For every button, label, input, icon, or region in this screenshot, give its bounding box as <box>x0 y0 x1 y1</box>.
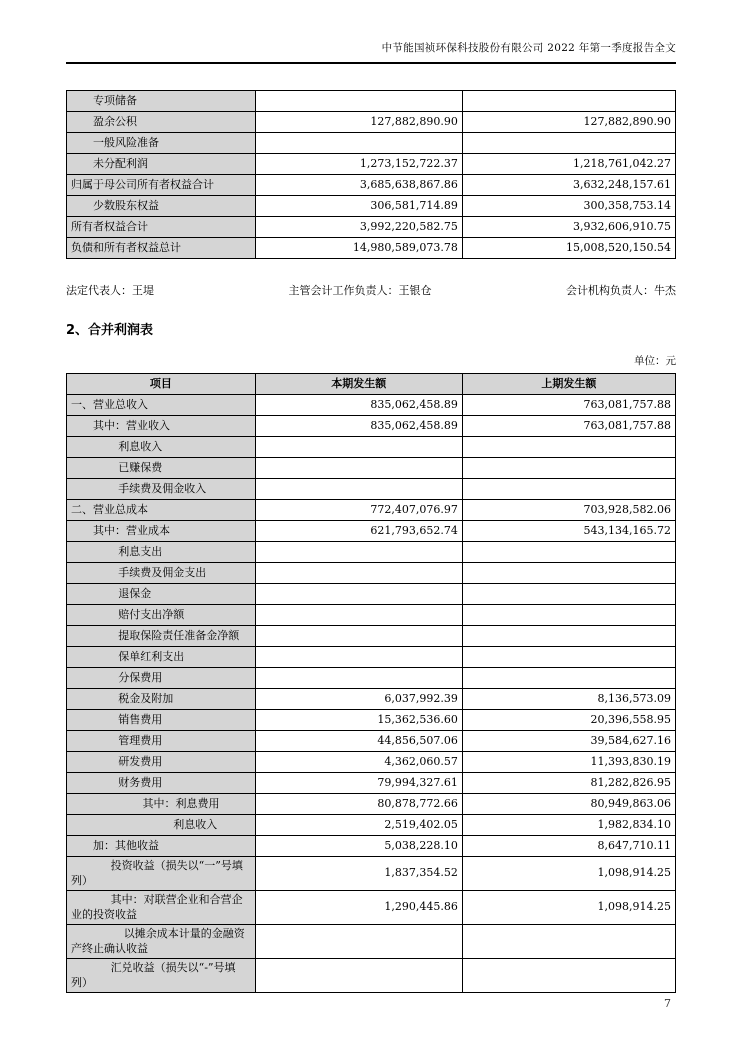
table-row <box>67 605 676 626</box>
current-period-value: 621,793,652.74 <box>255 521 462 542</box>
table-row <box>67 752 676 773</box>
prior-period-value <box>462 959 675 993</box>
row-label: 加：其他收益 <box>67 836 256 857</box>
prior-period-value: 8,647,710.11 <box>462 836 675 857</box>
row-label: 手续费及佣金支出 <box>67 563 256 584</box>
current-period-value <box>255 563 462 584</box>
row-label: 专项储备 <box>67 91 256 112</box>
row-label: 手续费及佣金收入 <box>67 479 256 500</box>
table-row <box>67 458 676 479</box>
current-period-value: 80,878,772.66 <box>255 794 462 815</box>
current-period-value <box>255 925 462 959</box>
prior-period-value: 20,396,558.95 <box>462 710 675 731</box>
prior-period-value <box>462 437 675 458</box>
row-label: 盈余公积 <box>67 112 256 133</box>
current-period-value <box>255 584 462 605</box>
row-label: 投资收益（损失以“一”号填列） <box>67 857 256 891</box>
current-period-value: 835,062,458.89 <box>255 395 462 416</box>
row-label: 负债和所有者权益总计 <box>67 238 256 259</box>
current-period-value <box>255 668 462 689</box>
prior-period-value: 1,098,914.25 <box>462 857 675 891</box>
table-row <box>67 794 676 815</box>
chief-accounting-officer: 主管会计工作负责人：王银仓 <box>288 284 432 297</box>
row-label: 财务费用 <box>67 773 256 794</box>
prior-period-value: 3,932,606,910.75 <box>462 217 675 238</box>
current-period-value <box>255 479 462 500</box>
legal-representative: 法定代表人：王堤 <box>66 284 154 297</box>
prior-period-value <box>462 584 675 605</box>
table-row <box>67 437 676 458</box>
prior-period-value <box>462 542 675 563</box>
row-label: 利息收入 <box>67 815 256 836</box>
table-row <box>67 857 676 891</box>
current-period-value: 306,581,714.89 <box>255 196 462 217</box>
table-row <box>67 836 676 857</box>
current-period-value <box>255 437 462 458</box>
table-row <box>67 521 676 542</box>
table-row <box>67 133 676 154</box>
current-period-value <box>255 542 462 563</box>
table-row <box>67 175 676 196</box>
current-period-value: 1,837,354.52 <box>255 857 462 891</box>
page-number: 7 <box>664 997 671 1010</box>
prior-period-value <box>462 458 675 479</box>
section-title: 2、合并利润表 <box>66 323 154 338</box>
prior-period-value: 3,632,248,157.61 <box>462 175 675 196</box>
table-row <box>67 731 676 752</box>
row-label: 归属于母公司所有者权益合计 <box>67 175 256 196</box>
unit-label: 单位：元 <box>634 355 676 367</box>
row-label: 少数股东权益 <box>67 196 256 217</box>
table-row <box>67 647 676 668</box>
current-period-value: 2,519,402.05 <box>255 815 462 836</box>
table-row <box>67 112 676 133</box>
accounting-department-head: 会计机构负责人：牛杰 <box>566 284 676 297</box>
col-header-item: 项目 <box>67 374 256 395</box>
row-label: 一、营业总收入 <box>67 395 256 416</box>
current-period-value: 79,994,327.61 <box>255 773 462 794</box>
signature-line <box>66 282 676 298</box>
table-row <box>67 154 676 175</box>
row-label: 已赚保费 <box>67 458 256 479</box>
current-period-value: 772,407,076.97 <box>255 500 462 521</box>
current-period-value <box>255 959 462 993</box>
row-label: 退保金 <box>67 584 256 605</box>
current-period-value <box>255 605 462 626</box>
table-row <box>67 689 676 710</box>
current-period-value: 4,362,060.57 <box>255 752 462 773</box>
current-period-value <box>255 647 462 668</box>
table-row <box>67 479 676 500</box>
equity-table-body <box>67 91 676 259</box>
row-label: 研发费用 <box>67 752 256 773</box>
table-row <box>67 710 676 731</box>
table-row <box>67 584 676 605</box>
table-row <box>67 891 676 925</box>
prior-period-value: 300,358,753.14 <box>462 196 675 217</box>
current-period-value: 3,685,638,867.86 <box>255 175 462 196</box>
prior-period-value <box>462 925 675 959</box>
current-period-value <box>255 133 462 154</box>
prior-period-value: 127,882,890.90 <box>462 112 675 133</box>
current-period-value <box>255 458 462 479</box>
row-label: 二、营业总成本 <box>67 500 256 521</box>
prior-period-value <box>462 133 675 154</box>
prior-period-value <box>462 479 675 500</box>
prior-period-value: 15,008,520,150.54 <box>462 238 675 259</box>
row-label: 利息收入 <box>67 437 256 458</box>
table-row <box>67 668 676 689</box>
current-period-value: 1,290,445.86 <box>255 891 462 925</box>
row-label: 所有者权益合计 <box>67 217 256 238</box>
current-period-value: 44,856,507.06 <box>255 731 462 752</box>
prior-period-value: 1,218,761,042.27 <box>462 154 675 175</box>
prior-period-value <box>462 605 675 626</box>
current-period-value: 6,037,992.39 <box>255 689 462 710</box>
income-table-body <box>67 395 676 993</box>
table-row <box>67 773 676 794</box>
col-header-prior-period: 上期发生额 <box>462 374 675 395</box>
table-row <box>67 217 676 238</box>
row-label: 赔付支出净额 <box>67 605 256 626</box>
equity-continuation-table <box>66 90 676 259</box>
row-label: 利息支出 <box>67 542 256 563</box>
table-row <box>67 563 676 584</box>
table-row <box>67 238 676 259</box>
prior-period-value: 1,098,914.25 <box>462 891 675 925</box>
row-label: 分保费用 <box>67 668 256 689</box>
current-period-value <box>255 626 462 647</box>
current-period-value: 1,273,152,722.37 <box>255 154 462 175</box>
prior-period-value <box>462 563 675 584</box>
table-row <box>67 959 676 993</box>
prior-period-value: 39,584,627.16 <box>462 731 675 752</box>
prior-period-value: 763,081,757.88 <box>462 416 675 437</box>
current-period-value: 15,362,536.60 <box>255 710 462 731</box>
col-header-current-period: 本期发生额 <box>255 374 462 395</box>
row-label: 一般风险准备 <box>67 133 256 154</box>
prior-period-value <box>462 647 675 668</box>
table-row <box>67 196 676 217</box>
current-period-value: 127,882,890.90 <box>255 112 462 133</box>
row-label: 其中：营业收入 <box>67 416 256 437</box>
row-label: 销售费用 <box>67 710 256 731</box>
current-period-value <box>255 91 462 112</box>
row-label: 其中：对联营企业和合营企业的投资收益 <box>67 891 256 925</box>
report-header-title: 中节能国祯环保科技股份有限公司 2022 年第一季度报告全文 <box>66 40 676 64</box>
prior-period-value: 703,928,582.06 <box>462 500 675 521</box>
prior-period-value: 763,081,757.88 <box>462 395 675 416</box>
current-period-value: 5,038,228.10 <box>255 836 462 857</box>
table-row <box>67 416 676 437</box>
prior-period-value: 8,136,573.09 <box>462 689 675 710</box>
row-label: 其中：营业成本 <box>67 521 256 542</box>
prior-period-value: 81,282,826.95 <box>462 773 675 794</box>
row-label: 保单红利支出 <box>67 647 256 668</box>
row-label: 汇兑收益（损失以“-”号填列） <box>67 959 256 993</box>
table-row <box>67 91 676 112</box>
table-row <box>67 925 676 959</box>
prior-period-value: 80,949,863.06 <box>462 794 675 815</box>
table-row <box>67 395 676 416</box>
prior-period-value: 1,982,834.10 <box>462 815 675 836</box>
row-label: 未分配利润 <box>67 154 256 175</box>
prior-period-value: 543,134,165.72 <box>462 521 675 542</box>
table-row <box>67 500 676 521</box>
row-label: 其中：利息费用 <box>67 794 256 815</box>
income-statement-table <box>66 373 676 993</box>
prior-period-value <box>462 91 675 112</box>
table-row <box>67 815 676 836</box>
current-period-value: 3,992,220,582.75 <box>255 217 462 238</box>
prior-period-value: 11,393,830.19 <box>462 752 675 773</box>
row-label: 管理费用 <box>67 731 256 752</box>
table-row <box>67 626 676 647</box>
row-label: 以摊余成本计量的金融资产终止确认收益 <box>67 925 256 959</box>
prior-period-value <box>462 668 675 689</box>
current-period-value: 14,980,589,073.78 <box>255 238 462 259</box>
row-label: 税金及附加 <box>67 689 256 710</box>
current-period-value: 835,062,458.89 <box>255 416 462 437</box>
income-table-header <box>67 374 676 395</box>
row-label: 提取保险责任准备金净额 <box>67 626 256 647</box>
table-row <box>67 542 676 563</box>
header-row <box>67 374 676 395</box>
prior-period-value <box>462 626 675 647</box>
